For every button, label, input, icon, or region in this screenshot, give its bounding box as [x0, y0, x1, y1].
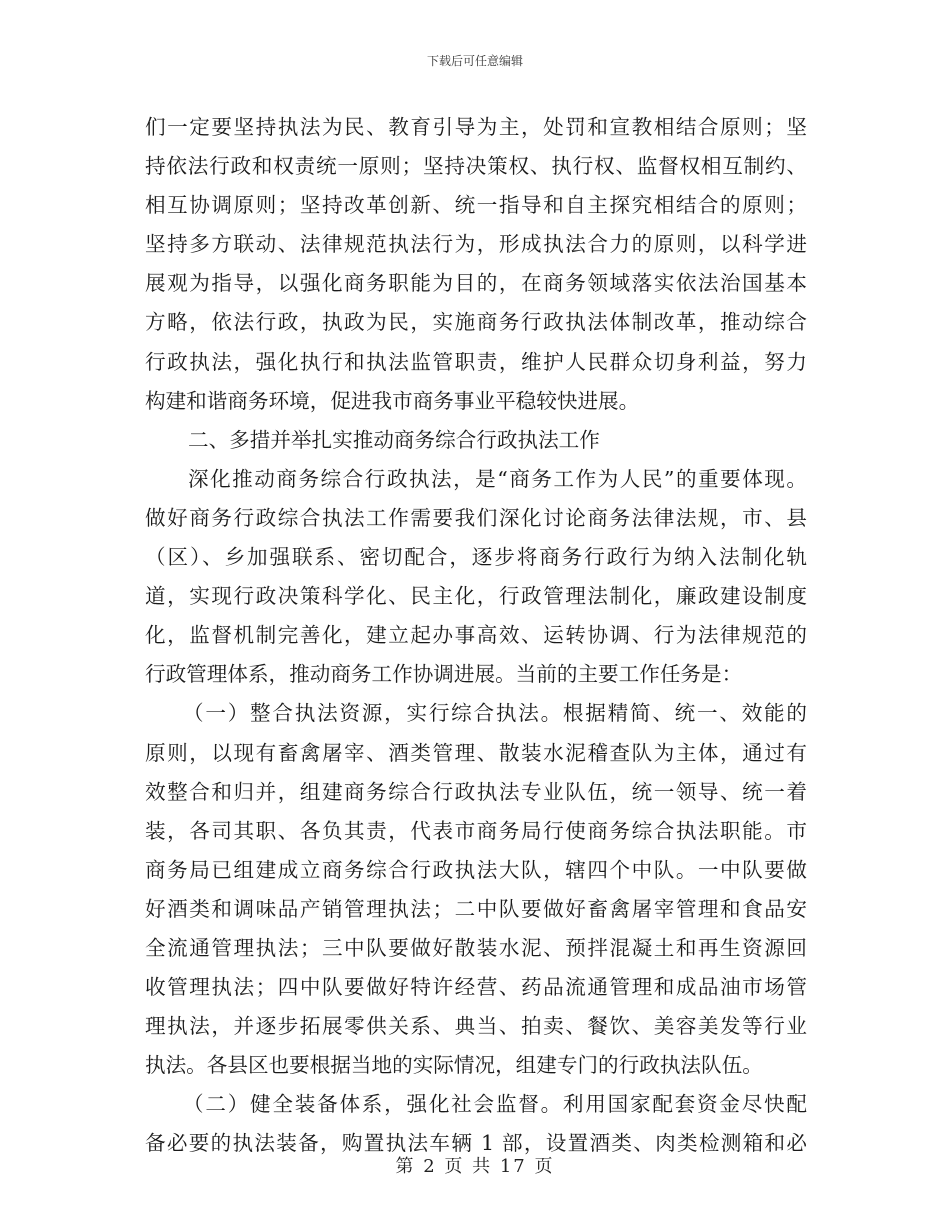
body-line: 效整合和归并，组建商务综合行政执法专业队伍，统一领导、统一着 — [145, 779, 807, 804]
body-line: 们一定要坚持执法为民、教育引导为主，处罚和宣教相结合原则；坚 — [145, 115, 807, 139]
body-line: 执法。各县区也要根据当地的实际情况，组建专门的行政执法队伍。 — [145, 1053, 763, 1078]
document-body — [145, 108, 807, 1164]
body-line: （区）、乡加强联系、密切配合，逐步将商务行政行为纳入法制化轨 — [145, 545, 807, 570]
body-line: 全流通管理执法；三中队要做好散装水泥、预拌混凝土和再生资源回 — [145, 935, 807, 960]
page-header-note: 下载后可任意编辑 — [426, 54, 523, 68]
body-line: 构建和谐商务环境，促进我市商务事业平稳较快进展。 — [145, 388, 640, 413]
body-line: 展观为指导，以强化商务职能为目的，在商务领域落实依法治国基本 — [145, 271, 807, 296]
body-line: 理执法，并逐步拓展零供关系、典当、拍卖、餐饮、美容美发等行业 — [145, 1014, 807, 1039]
body-line: 商务局已组建成立商务综合行政执法大队，辖四个中队。一中队要做 — [145, 857, 807, 882]
body-line: 持依法行政和权责统一原则；坚持决策权、执行权、监督权相互制约、 — [145, 154, 807, 179]
section-heading: 二、多措并举扎实推动商务综合行政执法工作 — [188, 427, 600, 452]
body-line: （二）健全装备体系，强化社会监督。利用国家配套资金尽快配 — [183, 1092, 807, 1117]
body-line: 收管理执法；四中队要做好特许经营、药品流通管理和成品油市场管 — [145, 975, 807, 1000]
body-line: （一）整合执法资源，实行综合执法。根据精简、统一、效能的 — [183, 701, 807, 726]
body-line: 道，实现行政决策科学化、民主化，行政管理法制化，廉政建设制度 — [145, 584, 807, 609]
body-line: 好酒类和调味品产销管理执法；二中队要做好畜禽屠宰管理和食品安 — [145, 896, 807, 921]
body-line: 行政管理体系，推动商务工作协调进展。当前的主要工作任务是： — [145, 662, 743, 687]
body-line: 化，监督机制完善化，建立起办事高效、运转协调、行为法律规范的 — [145, 623, 807, 648]
body-line: 坚持多方联动、法律规范执法行为，形成执法合力的原则，以科学进 — [145, 232, 807, 257]
page-number: 第 2 页 共 17 页 — [395, 1156, 555, 1177]
body-line: 方略，依法行政，执政为民，实施商务行政执法体制改革，推动综合 — [145, 310, 807, 335]
body-line: 行政执法，强化执行和执法监管职责，维护人民群众切身利益，努力 — [145, 349, 807, 374]
body-line: 备必要的执法装备，购置执法车辆 1 部，设置酒类、肉类检测箱和必 — [145, 1131, 807, 1156]
body-line: 深化推动商务综合行政执法，是“商务工作为人民”的重要体现。 — [188, 466, 807, 491]
body-line: 相互协调原则；坚持改革创新、统一指导和自主探究相结合的原则； — [145, 193, 807, 218]
body-line: 做好商务行政综合执法工作需要我们深化讨论商务法律法规，市、县 — [145, 505, 807, 530]
body-line: 装，各司其职、各负其责，代表市商务局行使商务综合执法职能。市 — [145, 818, 807, 843]
body-line: 原则，以现有畜禽屠宰、酒类管理、散装水泥稽查队为主体，通过有 — [145, 740, 807, 765]
